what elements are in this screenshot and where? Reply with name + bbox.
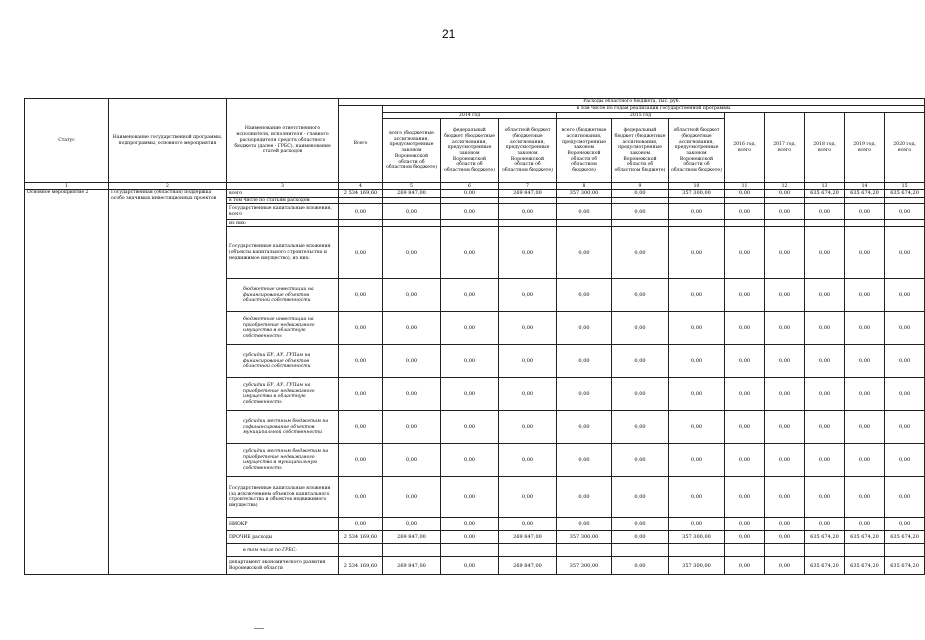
row-label: в том числе по статьям расходов: <box>227 197 339 204</box>
header-col-14: 2019 год, всего <box>845 112 885 183</box>
value-cell: 0,00 <box>725 279 765 312</box>
row-label: субсидии БУ, АУ, ГУПам на финансирование объектов областной собственности <box>227 345 339 378</box>
value-cell: 0,00 <box>441 204 499 220</box>
value-cell <box>557 197 612 204</box>
header-col-15: 2020 год, всего <box>885 112 925 183</box>
row-label: ПРОЧИЕ расходы <box>227 531 339 544</box>
value-cell: 0,00 <box>499 411 557 444</box>
row-label: в том числе по ГРБС: <box>227 544 339 557</box>
value-cell: 0,00 <box>612 378 669 411</box>
value-cell: 357 300,00 <box>557 531 612 544</box>
header-col-13: 2018 год, всего <box>805 112 845 183</box>
row-label: Государственные капитальные вложения (объекты капитального строительства и недвижимое имущество), из них: <box>227 227 339 279</box>
value-cell: 0,00 <box>765 444 805 477</box>
value-cell: 0,00 <box>885 411 925 444</box>
column-number-row <box>25 183 925 190</box>
value-cell: 0,00 <box>845 444 885 477</box>
header-status: Статус <box>25 99 109 183</box>
value-cell: 0,00 <box>612 190 669 197</box>
value-cell: 0,00 <box>557 444 612 477</box>
value-cell: 269 847,00 <box>499 557 557 575</box>
value-cell: 0,00 <box>805 477 845 518</box>
value-cell: 0,00 <box>339 227 383 279</box>
header-year-2015: 2015 год <box>557 112 725 119</box>
value-cell: 357 300,00 <box>557 190 612 197</box>
value-cell: 0,00 <box>441 557 499 575</box>
value-cell: 0,00 <box>499 312 557 345</box>
value-cell: 0,00 <box>885 227 925 279</box>
value-cell: 0,00 <box>845 312 885 345</box>
value-cell <box>845 220 885 227</box>
value-cell: 0,00 <box>383 312 441 345</box>
value-cell: 357 300,00 <box>669 190 725 197</box>
value-cell: 0,00 <box>885 444 925 477</box>
value-cell <box>669 544 725 557</box>
value-cell <box>441 544 499 557</box>
value-cell: 357 300,00 <box>669 531 725 544</box>
footer-mark <box>254 628 264 629</box>
header-expenses: Расходы областного бюджета, тыс. руб. <box>339 99 925 106</box>
value-cell: 0,00 <box>669 411 725 444</box>
value-cell: 2 534 169,60 <box>339 190 383 197</box>
row-label: субсидии БУ, АУ, ГУПам на приобретение недвижимого имущества в областную собственность <box>227 378 339 411</box>
value-cell: 0,00 <box>725 345 765 378</box>
value-cell: 0,00 <box>765 312 805 345</box>
value-cell: 0,00 <box>805 518 845 531</box>
header-col-9: федеральный бюджет (бюджетные ассигнования, предусмотренные законом Воронежской области об областном бюджете) <box>612 119 669 183</box>
header-col-5: всего (бюджетные ассигнования, предусмотренные законом Воронежской области об областном бюджете) <box>383 119 441 183</box>
value-cell <box>383 544 441 557</box>
value-cell: 0,00 <box>557 279 612 312</box>
value-cell: 0,00 <box>885 279 925 312</box>
value-cell: 0,00 <box>612 557 669 575</box>
value-cell: 0,00 <box>499 279 557 312</box>
value-cell: 0,00 <box>725 477 765 518</box>
value-cell: 0,00 <box>499 444 557 477</box>
value-cell <box>845 544 885 557</box>
value-cell: 0,00 <box>557 518 612 531</box>
value-cell: 635 674,20 <box>845 190 885 197</box>
value-cell: 0,00 <box>845 345 885 378</box>
value-cell <box>725 197 765 204</box>
value-cell: 0,00 <box>845 518 885 531</box>
header-col-6: федеральный бюджет (бюджетные ассигнования, предусмотренные законом Воронежской области об областном бюджете) <box>441 119 499 183</box>
column-number: 7 <box>499 183 557 190</box>
value-cell <box>557 220 612 227</box>
value-cell: 0,00 <box>725 227 765 279</box>
value-cell: 0,00 <box>725 444 765 477</box>
value-cell: 0,00 <box>441 345 499 378</box>
column-number: 8 <box>557 183 612 190</box>
value-cell: 0,00 <box>725 190 765 197</box>
header-total: Всего <box>339 106 383 183</box>
row-label: бюджетные инвестиции на приобретение недвижимого имущества в областную собственность <box>227 312 339 345</box>
value-cell <box>499 544 557 557</box>
value-cell: 0,00 <box>845 411 885 444</box>
value-cell <box>885 544 925 557</box>
header-executor: Наименование ответственного исполнителя, исполнителя - главного распорядителя средств областного бюджета (далее - ГРБС), наименование статей расходов <box>227 99 339 183</box>
value-cell: 0,00 <box>339 411 383 444</box>
value-cell: 0,00 <box>441 531 499 544</box>
value-cell <box>805 197 845 204</box>
row-label: субсидии местным бюджетам на софинансирование объектов муниципальной собственности <box>227 411 339 444</box>
header-col-7: областной бюджет (бюджетные ассигнования, предусмотренные законом Воронежской области об областном бюджете) <box>499 119 557 183</box>
value-cell: 0,00 <box>725 411 765 444</box>
value-cell: 0,00 <box>612 477 669 518</box>
value-cell: 0,00 <box>383 411 441 444</box>
column-number: 11 <box>725 183 765 190</box>
value-cell: 0,00 <box>765 411 805 444</box>
value-cell: 269 847,00 <box>383 531 441 544</box>
column-number: 9 <box>612 183 669 190</box>
value-cell: 0,00 <box>612 204 669 220</box>
value-cell: 0,00 <box>499 345 557 378</box>
value-cell: 0,00 <box>499 477 557 518</box>
value-cell: 0,00 <box>669 477 725 518</box>
value-cell: 0,00 <box>339 444 383 477</box>
program-cell: Государственная (областная) поддержка особо значимых инвестиционных проектов <box>109 190 227 575</box>
value-cell: 0,00 <box>612 227 669 279</box>
value-cell: 269 847,00 <box>383 557 441 575</box>
column-number: 15 <box>885 183 925 190</box>
column-number: 13 <box>805 183 845 190</box>
column-number: 12 <box>765 183 805 190</box>
value-cell: 635 674,20 <box>805 557 845 575</box>
value-cell: 0,00 <box>612 345 669 378</box>
value-cell: 269 847,00 <box>383 190 441 197</box>
value-cell: 0,00 <box>669 444 725 477</box>
value-cell: 0,00 <box>499 518 557 531</box>
header-program-name: Наименование государственной программы, подпрограммы, основного мероприятия <box>109 99 227 183</box>
value-cell: 635 674,20 <box>805 531 845 544</box>
value-cell: 0,00 <box>765 531 805 544</box>
value-cell: 0,00 <box>383 378 441 411</box>
value-cell: 0,00 <box>805 411 845 444</box>
value-cell <box>845 197 885 204</box>
value-cell <box>339 220 383 227</box>
value-cell: 0,00 <box>765 190 805 197</box>
header-col-11: 2016 год, всего <box>725 112 765 183</box>
value-cell: 0,00 <box>612 444 669 477</box>
value-cell <box>885 197 925 204</box>
value-cell: 0,00 <box>669 378 725 411</box>
value-cell: 0,00 <box>557 378 612 411</box>
row-label: Государственные капитальные вложения, всего <box>227 204 339 220</box>
value-cell: 0,00 <box>557 345 612 378</box>
value-cell: 0,00 <box>845 378 885 411</box>
value-cell <box>612 220 669 227</box>
value-cell: 0,00 <box>725 557 765 575</box>
value-cell <box>669 220 725 227</box>
value-cell: 635 674,20 <box>885 190 925 197</box>
row-label: из них: <box>227 220 339 227</box>
value-cell: 0,00 <box>557 312 612 345</box>
value-cell: 0,00 <box>805 227 845 279</box>
value-cell: 0,00 <box>805 312 845 345</box>
value-cell: 0,00 <box>441 411 499 444</box>
value-cell <box>612 544 669 557</box>
value-cell: 0,00 <box>725 204 765 220</box>
value-cell <box>441 220 499 227</box>
value-cell: 0,00 <box>725 378 765 411</box>
value-cell: 0,00 <box>612 531 669 544</box>
value-cell: 0,00 <box>805 378 845 411</box>
value-cell: 0,00 <box>845 477 885 518</box>
value-cell: 0,00 <box>612 279 669 312</box>
value-cell: 0,00 <box>339 204 383 220</box>
value-cell: 0,00 <box>725 312 765 345</box>
row-label: всего <box>227 190 339 197</box>
value-cell <box>765 197 805 204</box>
value-cell: 0,00 <box>725 518 765 531</box>
value-cell <box>383 197 441 204</box>
value-cell <box>383 220 441 227</box>
row-label: НИОКР <box>227 518 339 531</box>
value-cell: 0,00 <box>885 204 925 220</box>
value-cell: 0,00 <box>765 204 805 220</box>
value-cell: 269 847,00 <box>499 190 557 197</box>
value-cell <box>499 197 557 204</box>
value-cell: 0,00 <box>383 204 441 220</box>
value-cell: 0,00 <box>612 411 669 444</box>
value-cell: 0,00 <box>669 279 725 312</box>
value-cell: 0,00 <box>765 279 805 312</box>
value-cell: 0,00 <box>339 518 383 531</box>
value-cell: 635 674,20 <box>805 190 845 197</box>
value-cell: 0,00 <box>612 518 669 531</box>
value-cell: 0,00 <box>669 312 725 345</box>
value-cell: 635 674,20 <box>845 557 885 575</box>
value-cell: 0,00 <box>441 378 499 411</box>
budget-table <box>24 98 925 575</box>
value-cell: 0,00 <box>669 227 725 279</box>
value-cell <box>441 197 499 204</box>
value-cell: 0,00 <box>765 477 805 518</box>
value-cell: 0,00 <box>669 204 725 220</box>
value-cell: 0,00 <box>383 477 441 518</box>
column-number: 5 <box>383 183 441 190</box>
value-cell: 0,00 <box>845 204 885 220</box>
value-cell <box>499 220 557 227</box>
value-cell: 0,00 <box>383 227 441 279</box>
value-cell <box>339 544 383 557</box>
value-cell: 0,00 <box>339 279 383 312</box>
value-cell: 635 674,20 <box>845 531 885 544</box>
row-label: Государственные капитальные вложения (за исключением объектов капитального строительства и объектов недвижимого имущества) <box>227 477 339 518</box>
column-number: 3 <box>227 183 339 190</box>
status-cell: Основное мероприятие 2 <box>25 190 109 575</box>
value-cell: 0,00 <box>383 279 441 312</box>
value-cell: 0,00 <box>383 518 441 531</box>
value-cell: 0,00 <box>885 345 925 378</box>
value-cell: 357 300,00 <box>669 557 725 575</box>
column-number: 1 <box>25 183 109 190</box>
column-number: 14 <box>845 183 885 190</box>
value-cell: 0,00 <box>805 204 845 220</box>
value-cell <box>805 544 845 557</box>
value-cell: 0,00 <box>669 518 725 531</box>
value-cell: 0,00 <box>845 227 885 279</box>
value-cell: 0,00 <box>383 345 441 378</box>
value-cell: 0,00 <box>499 204 557 220</box>
table-row <box>25 190 925 197</box>
value-cell: 0,00 <box>557 477 612 518</box>
value-cell <box>725 220 765 227</box>
row-label: субсидии местным бюджетам на приобретение недвижимого имущества в муниципальную собственность <box>227 444 339 477</box>
value-cell: 0,00 <box>339 477 383 518</box>
value-cell <box>805 220 845 227</box>
value-cell <box>669 197 725 204</box>
value-cell: 0,00 <box>557 411 612 444</box>
value-cell: 0,00 <box>612 312 669 345</box>
value-cell: 0,00 <box>499 227 557 279</box>
column-number: 10 <box>669 183 725 190</box>
value-cell: 0,00 <box>339 312 383 345</box>
value-cell: 0,00 <box>805 279 845 312</box>
column-number: 4 <box>339 183 383 190</box>
value-cell: 0,00 <box>669 345 725 378</box>
value-cell: 0,00 <box>765 345 805 378</box>
value-cell: 0,00 <box>441 227 499 279</box>
row-label: бюджетные инвестиции на финансирование объектов областной собственности <box>227 279 339 312</box>
value-cell: 2 534 169,60 <box>339 557 383 575</box>
value-cell: 0,00 <box>805 345 845 378</box>
value-cell: 0,00 <box>339 345 383 378</box>
value-cell: 0,00 <box>441 477 499 518</box>
value-cell <box>612 197 669 204</box>
value-cell: 0,00 <box>885 378 925 411</box>
value-cell: 0,00 <box>557 204 612 220</box>
column-number: 2 <box>109 183 227 190</box>
value-cell: 0,00 <box>885 518 925 531</box>
header-incl-stages: в том числе по годам реализации государственной программы <box>383 106 925 113</box>
value-cell <box>765 544 805 557</box>
row-label: департамент экономического развития Воронежской области <box>227 557 339 575</box>
value-cell: 0,00 <box>557 227 612 279</box>
value-cell <box>725 544 765 557</box>
header-col-8: всего (бюджетные ассигнования, предусмотренные законом Воронежской области об областном бюджете) <box>557 119 612 183</box>
value-cell: 0,00 <box>383 444 441 477</box>
value-cell: 0,00 <box>845 279 885 312</box>
header-col-12: 2017 год, всего <box>765 112 805 183</box>
value-cell: 0,00 <box>339 378 383 411</box>
value-cell <box>557 544 612 557</box>
value-cell: 0,00 <box>765 518 805 531</box>
value-cell: 0,00 <box>441 312 499 345</box>
value-cell: 2 534 169,60 <box>339 531 383 544</box>
value-cell <box>885 220 925 227</box>
header-col-10: областной бюджет (бюджетные ассигнования, предусмотренные законом Воронежской области об областном бюджете) <box>669 119 725 183</box>
value-cell: 635 674,20 <box>885 557 925 575</box>
page-number: 21 <box>442 27 456 41</box>
value-cell: 269 847,00 <box>499 531 557 544</box>
value-cell: 0,00 <box>765 378 805 411</box>
value-cell: 0,00 <box>441 518 499 531</box>
value-cell: 0,00 <box>499 378 557 411</box>
value-cell: 0,00 <box>885 312 925 345</box>
value-cell: 635 674,20 <box>885 531 925 544</box>
value-cell: 0,00 <box>885 477 925 518</box>
value-cell: 0,00 <box>441 279 499 312</box>
value-cell: 357 300,00 <box>557 557 612 575</box>
value-cell <box>765 220 805 227</box>
value-cell <box>339 197 383 204</box>
header-year-2014: 2014 год <box>383 112 557 119</box>
value-cell: 0,00 <box>765 227 805 279</box>
value-cell: 0,00 <box>441 444 499 477</box>
value-cell: 0,00 <box>441 190 499 197</box>
column-number: 6 <box>441 183 499 190</box>
value-cell: 0,00 <box>805 444 845 477</box>
value-cell: 0,00 <box>725 531 765 544</box>
value-cell: 0,00 <box>765 557 805 575</box>
